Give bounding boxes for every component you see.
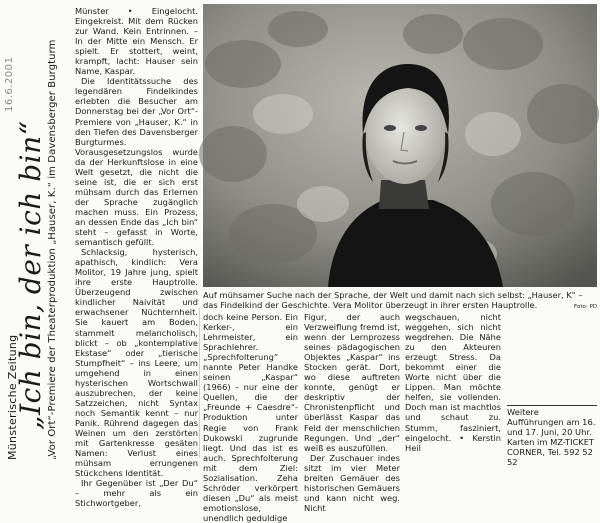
paragraph: Münster • Eingelocht. Eingekreist. Mit dem Rücken zur Wand. Kein Entrinnen. – In der Mitte ein Mensch. Er spielt. Er stottert, weint, krampft, lacht: Hauser sein Name, Kaspar. bbox=[75, 6, 198, 77]
article-column-2 bbox=[203, 312, 298, 523]
date-stamp: 16.6.2001 bbox=[4, 56, 15, 112]
photo-caption bbox=[203, 290, 597, 312]
article-column-4 bbox=[405, 312, 501, 460]
article-column-1 bbox=[75, 6, 198, 509]
paragraph: Figur, der auch Verzweiflung fremd ist, wenn der Lernprozess seines pädagogischen Objektes „Kaspar“ ins Stocken gerät. Dort, wo diese auftreten konnte, genügt er deskriptiv der Chronistenpflicht und überlässt Kaspar das Feld der menschlichen Regungen. Und „der“ weiß es auszufüllen. bbox=[304, 312, 400, 453]
paragraph: Schlacksig, hysterisch, apathisch, kindlich: Vera Molitor, 19 Jahre jung, spielt ihre erste Hauptrolle. Überzeugend zwischen kindlicher Naivität und erwachsener Nüchternheit. Sie kauert am Boden, stammelt melancholisch, blickt – ob „kontemplative Ekstase“ oder „tierische Stumpfheit“ – ins Leere, um umgehend in einen hysterischen Wortschwall auszubrechen, der keine Satzzeichen, nicht Syntax noch Semantik kennt – nur Panik. Rührend dagegen das Weinen um den zerstörten mit Gartenkresse gesäten Namen: Verlust eines mühsam errungenen Stückchens Identität. bbox=[75, 247, 198, 479]
portrait-photo-graphic bbox=[203, 4, 597, 287]
article-column-3 bbox=[304, 312, 400, 513]
photo-credit: Foto: PD bbox=[573, 304, 597, 310]
subheadline: „Vor Ort“-Premiere der Theaterproduktion „Hauser, K.“ im Davensberger Burgturm bbox=[47, 39, 58, 460]
paragraph: doch keine Person. Ein Kerker-, ein Lehrmeister, ein Sprachlehrer. „Sprechfolterung“ nannte Peter Handke seinen „Kaspar“ (1966) – nur eine der Quellen, die der „Freunde + Caesdre“-Produktion unter Regie von Frank Dukowski zugrunde liegt. Und das ist es auch. Sprechfolterung mit dem Ziel: Sozialisation. Zeha Schröder verkörpert diesen „Du“ als meist emotionslose, unendlich geduldige bbox=[203, 312, 298, 523]
caption-text: Auf mühsamer Suche nach der Sprache, der Welt und damit nach sich selbst: „Hauser, K“ – das Findelkind der Geschichte. Vera Molitor überzeugt in ihrer ersten Hauptrolle. bbox=[203, 290, 583, 310]
article-photo bbox=[203, 4, 597, 287]
column-divider bbox=[199, 308, 200, 458]
paragraph: Der Zuschauer indes sitzt im vier Meter breiten Gemäuer des historischen Gemäuers und kann nicht weg. Nicht bbox=[304, 452, 400, 513]
headline: „Ich bin, der ich bin“ bbox=[14, 120, 47, 430]
paragraph: Die Identitätssuche des legendären Findelkindes erlebten die Besucher am Donnerstag bei der „Vor Ort“-Premiere von „Hauser, K.“ in den Tiefen des Davensberger Burgturmes. Vorausgesetzungslos wurde da der Herkunftslose in eine Welt gesetzt, die nicht die seine ist, die er sich erst mühsam durch das Erlernen der Sprache zugänglich machen muss. Ein Prozess, an dessen Ende das „Ich bin“ steht – gefasst in Worte, semantisch gefüllt. bbox=[75, 76, 198, 248]
paragraph: Ihr Gegenüber ist „Der Du“ – mehr als ein Stichwortgeber, bbox=[75, 478, 198, 509]
performance-info-box: Weitere Aufführungen am 16. und 17. Juni, 20 Uhr. Karten im MZ-TICKET CORNER, Tel. 592 52 52 bbox=[507, 407, 596, 468]
newspaper-name: Münsterische Zeitung bbox=[6, 334, 19, 460]
paragraph: wegschauen, nicht weggehen, sich nicht wegdrehen. Die Nähe zu den Akteuren erzeugt Stress. Da bekommt einer die Worte nicht über die Lippen. Man möchte helfen, sie vollenden. Doch man ist machtlos und schaut zu. Stumm, fasziniert, eingelocht. • Kerstin Heil bbox=[405, 312, 501, 453]
